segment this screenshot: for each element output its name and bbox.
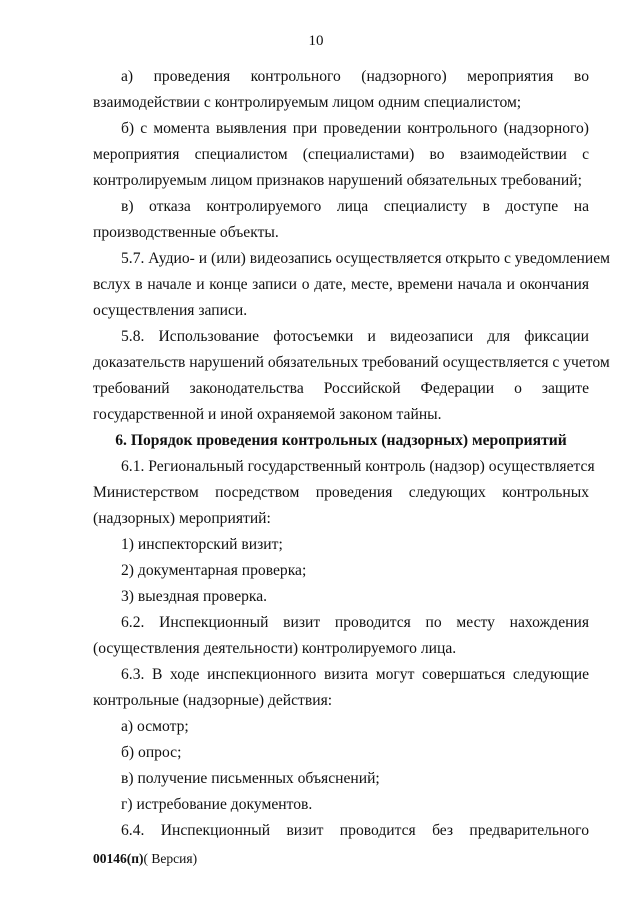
text-line: а) осмотр; (121, 718, 189, 735)
list-item (93, 740, 589, 766)
list-item (93, 584, 589, 610)
text-line: 1) инспекторский визит; (121, 536, 283, 553)
paragraph-5-8 (93, 324, 610, 428)
paragraph-6-3 (93, 662, 589, 714)
text-line: контрольные (надзорные) действия: (93, 692, 333, 709)
text-line: (надзорных) мероприятий: (93, 510, 271, 527)
text-line: требований законодательства Российской Федерации о защите (93, 380, 589, 397)
list-item (93, 558, 589, 584)
paragraph-6-4 (93, 818, 589, 844)
text-line: производственные объекты. (93, 224, 279, 241)
text-line: б) с момента выявления при проведении контрольного (надзорного) (121, 120, 589, 137)
text-line: а) проведения контрольного (надзорного) мероприятия во (121, 68, 589, 85)
text-line: 6.2. Инспекционный визит проводится по месту нахождения (121, 614, 589, 631)
text-line: мероприятия специалистом (специалистами) во взаимодействии с (93, 146, 589, 163)
paragraph-5-6-b (93, 116, 589, 194)
text-line: 6.4. Инспекционный визит проводится без предварительного (121, 822, 589, 839)
text-line: г) истребование документов. (121, 796, 313, 813)
list-item (93, 532, 589, 558)
text-line: доказательств нарушений обязательных требований осуществляется с учетом (93, 354, 610, 371)
text-line: в) получение письменных объяснений; (121, 770, 380, 787)
paragraph-5-6-v (93, 194, 589, 246)
text-line: 5.8. Использование фотосъемки и видеозаписи для фиксации (121, 328, 589, 345)
document-code: 00146(п) (93, 851, 144, 866)
version-label: ( Версия) (143, 851, 198, 866)
text-line: 2) документарная проверка; (121, 562, 307, 579)
paragraph-5-7 (93, 246, 611, 324)
document-body (93, 64, 611, 844)
text-line: б) опрос; (121, 744, 182, 761)
section-6-heading-block (93, 428, 589, 454)
text-line: Министерством посредством проведения следующих контрольных (93, 484, 589, 501)
text-line: (осуществления деятельности) контролируемого лица. (93, 640, 457, 657)
list-item (93, 792, 589, 818)
text-line: осуществления записи. (93, 302, 248, 319)
document-footer (93, 851, 197, 867)
paragraph-5-6-a (93, 64, 589, 116)
text-line: 5.7. Аудио- и (или) видеозапись осуществляется открыто с уведомлением (121, 250, 611, 267)
text-line: 3) выездная проверка. (121, 588, 268, 605)
list-item (93, 714, 589, 740)
section-heading: 6. Порядок проведения контрольных (надзорных) мероприятий (115, 432, 567, 449)
text-line: 6.1. Региональный государственный контроль (надзор) осуществляется (121, 458, 595, 475)
paragraph-6-1 (93, 454, 595, 532)
paragraph-6-2 (93, 610, 589, 662)
text-line: контролируемым лицом признаков нарушений обязательных требований; (93, 172, 582, 189)
list-item (93, 766, 589, 792)
text-line: взаимодействии с контролируемым лицом одним специалистом; (93, 94, 522, 111)
text-line: вслух в начале и конце записи о дате, месте, времени начала и окончания (93, 276, 589, 293)
text-line: государственной и иной охраняемой законом тайны. (93, 406, 442, 423)
page-number: 10 (308, 33, 324, 49)
text-line: 6.3. В ходе инспекционного визита могут совершаться следующие (121, 666, 589, 683)
text-line: в) отказа контролируемого лица специалисту в доступе на (121, 198, 589, 215)
